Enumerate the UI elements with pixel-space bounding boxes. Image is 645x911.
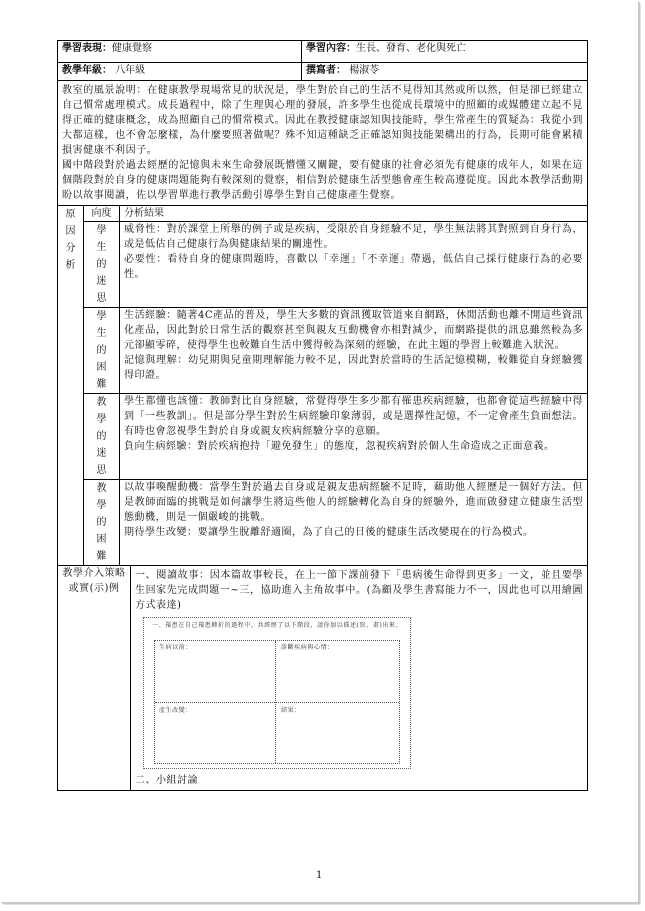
performance-label: 學習表現： xyxy=(62,43,112,54)
lesson-plan-table xyxy=(57,40,588,791)
analysis-row-student-myth xyxy=(58,222,588,308)
performance-value: 健康覺察 xyxy=(112,43,152,54)
author-cell xyxy=(302,63,588,81)
analysis-row-teaching-difficulty xyxy=(58,480,588,566)
grade-label: 教學年級： xyxy=(62,65,112,76)
strategy-step-1: 一、閱讀故事：因本篇故事較長，在上一節下課前發下「患病後生命得到更多」一文，並且要學生回家先完成問題一~三，協助進入主角故事中。(為顧及學生書寫能力不一，因此也可以用繪圖方式表達) xyxy=(135,570,583,611)
author-value: 楊淑苓 xyxy=(349,65,380,76)
dimension-label: 教學的困難 xyxy=(96,483,107,562)
grade-cell xyxy=(58,63,302,81)
result-cell xyxy=(120,394,588,480)
author-label: 撰寫者： xyxy=(306,65,346,76)
intro-paragraph-2: 國中階段對於過去經歷的記憶與未來生命發展既懵懂又關鍵，要有健康的社會必須先有健康的成年人，如果在這個階段對於自身的健康問題能夠有較深刻的覺察，相信對於健康生活型態會產生較高遵從度。因此本教學活動期盼以故事閱讀，佐以學習單進行教學活動引導學生對自己健康產生覺察。 xyxy=(62,160,583,201)
result-item: 期待學生改變：要讓學生脫離舒適圈，為了自己的日後的健康生活改變現在的行為模式。 xyxy=(124,527,534,538)
worksheet-cell-change: 產生改變： xyxy=(159,707,193,714)
result-item: 威脅性：對於課堂上所舉的例子或是疾病，受限於自身經驗不足，學生無法將其對照到自身行為，或是低估自己健康行為與健康結果的關連性。 xyxy=(124,224,583,250)
strategy-row xyxy=(58,566,588,791)
result-item: 負向生病經驗：對於疾病抱持「避免發生」的態度，忽視疾病對於個人生命造成之正面意義。 xyxy=(124,441,555,452)
worksheet-cell-result: 結果： xyxy=(281,707,301,714)
page-number: 1 xyxy=(316,870,323,881)
performance-cell xyxy=(58,41,302,63)
analysis-outer-label-cell xyxy=(58,206,84,566)
strategy-label-cell xyxy=(58,566,131,791)
intro-paragraph-1: 教室的風景說明：在健康教學現場常見的狀況是，學生對於自己的生活不見得知其然或所以然，但是卻已經建立自己慣常處理模式。成長過程中，除了生理與心理的發展，許多學生也從成長環境中的照顧的或媒體建立起不見得正確的健康概念，成為照顧自己的慣常模式。因此在教授健康認知與技能時，學生常產生的質疑為：我從小到大都這樣，也不會怎麼樣，為什麼要照著做呢？殊不知這種缺乏正確認知與技能架構出的行為，長期可能會累積損害健康不利因子。 xyxy=(62,85,583,156)
worksheet-grid xyxy=(154,640,400,764)
worksheet-divider-horizontal xyxy=(155,702,399,703)
result-header: 分析結果 xyxy=(120,206,588,222)
worksheet-cell-diagnosis: 診斷疾病與心情： xyxy=(281,644,334,651)
result-item: 以故事喚醒動機：當學生對於過去自身或是親友患病經驗不足時，藉助他人經歷是一個好方法。但是教師面臨的挑戰是如何讓學生將這些他人的經驗轉化為自身的經驗外，進而啟發建立健康生活型態動機，則是一個嚴峻的挑戰。 xyxy=(124,482,583,523)
result-item: 必要性：看待自身的健康問題時，喜歡以「幸運」「不幸運」帶過，低估自己採行健康行為的必要性。 xyxy=(124,254,583,280)
analysis-outer-label: 原因分析 xyxy=(65,209,76,271)
intro-cell xyxy=(58,81,588,206)
result-cell xyxy=(120,222,588,308)
content-value: 生長、發育、老化與死亡 xyxy=(356,43,466,54)
intro-row xyxy=(58,81,588,206)
strategy-content-cell xyxy=(131,566,588,791)
analysis-row-student-difficulty xyxy=(58,308,588,394)
header-row-1 xyxy=(58,41,588,63)
dimension-cell xyxy=(84,394,120,480)
worksheet-instruction: 一、罹患在自己罹患轉折的過程中，共經歷了以下階段，請你加以描述(寫、畫)出來。 xyxy=(152,622,403,629)
dimension-header: 向度 xyxy=(84,206,120,222)
result-item: 生活經驗：隨著4C產品的普及，學生大多數的資訊獲取管道來自網路，休閒活動也離不開這些資訊化產品，因此對於日常生活的觀察甚至與親友互動機會亦相對減少，而網路提供的訊息雖然較為多元卻顯零碎，使得學生也較難自生活中獲得較為深刻的經驗，在此主題的學習上較難進入狀況。 xyxy=(124,310,583,351)
header-row-2 xyxy=(58,63,588,81)
dimension-cell xyxy=(84,308,120,394)
result-item: 記憶與理解：幼兒期與兒童期理解能力較不足，因此對於當時的生活記憶模糊，較難從自身經驗獲得印證。 xyxy=(124,355,583,381)
content-label: 學習內容： xyxy=(306,43,356,54)
grade-value: 八年級 xyxy=(115,65,146,76)
document-page xyxy=(2,2,640,904)
analysis-row-teaching-myth xyxy=(58,394,588,480)
result-cell xyxy=(120,308,588,394)
dimension-cell xyxy=(84,222,120,308)
worksheet-image xyxy=(143,617,411,769)
strategy-step-2: 二、小組討論 xyxy=(135,775,198,786)
analysis-header-row xyxy=(58,206,588,222)
dimension-label: 學生的困難 xyxy=(96,311,107,390)
result-cell xyxy=(120,480,588,566)
dimension-label: 學生的迷思 xyxy=(96,225,107,304)
content-cell xyxy=(302,41,588,63)
dimension-cell xyxy=(84,480,120,566)
worksheet-cell-before: 生病以前： xyxy=(159,644,193,651)
result-item: 學生都懂也該懂：教師對比自身經驗，常覺得學生多少都有罹患疾病經驗，也都會從這些經驗中得到「一些教訓」。但是部分學生對於生病經驗印象薄弱，或是選擇性記憶，不一定會產生負面想法。有時也會忽視學生對於自身或親友疾病經驗分享的意願。 xyxy=(124,396,583,437)
dimension-label: 教學的迷思 xyxy=(96,397,107,476)
strategy-label: 教學介入策略或實(示)例 xyxy=(62,568,126,594)
